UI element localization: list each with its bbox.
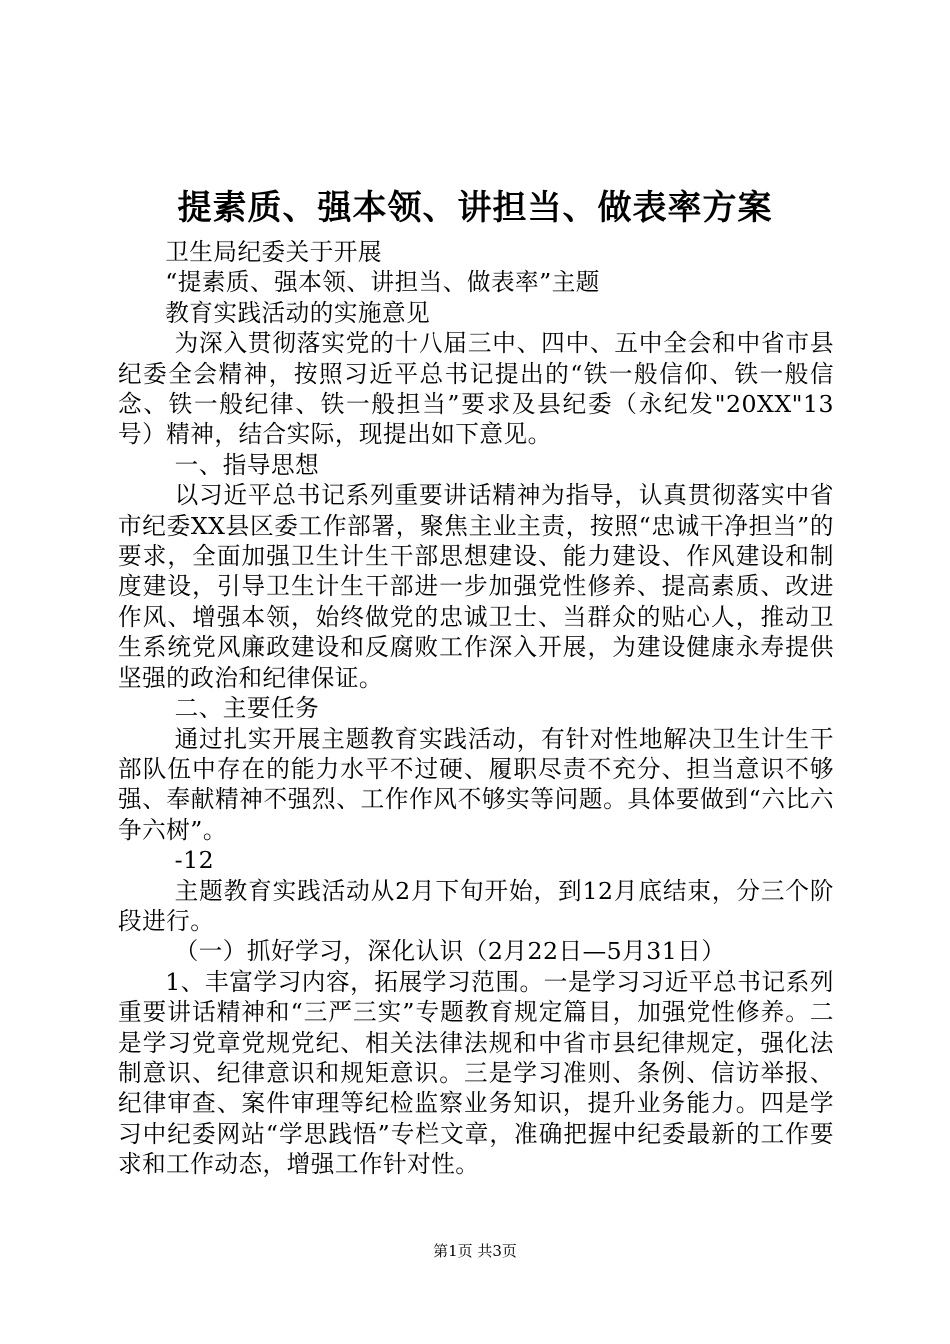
subtitle-line-3: 教育实践活动的实施意见 [165,298,431,327]
section-heading-main-tasks: 二、主要任务 [174,694,320,723]
stage-one-heading: （一）抓好学习，深化认识（2月22日—5月31日） [174,937,726,966]
schedule-paragraph: 主题教育实践活动从2月下旬开始，到12月底结束，分三个阶段进行。 [118,876,834,935]
document-title: 提素质、强本领、讲担当、做表率方案 [177,188,773,228]
subtitle-line-2: “提素质、强本领、讲担当、做表率”主题 [165,268,600,297]
main-tasks-paragraph: 通过扎实开展主题教育实践活动，有针对性地解决卫生计生干部队伍中存在的能力水平不过硬、履职尽责不充分、担当意识不够强、奉献精神不强烈、工作作风不够实等问题。具体要做到“六比六争六树”。 [118,724,834,844]
page-number-footer: 第1页 共3页 [433,1242,517,1260]
section-heading-guiding-ideology: 一、指导思想 [174,450,320,479]
stray-number-line: -12 [174,846,215,875]
study-content-paragraph: 1、丰富学习内容，拓展学习范围。一是学习习近平总书记系列重要讲话精神和“三严三实”专题教育规定篇目，加强党性修养。二是学习党章党规党纪、相关法律法规和中省市县纪律规定，强化法制意识、纪律意识和规矩意识。三是学习准则、条例、信访举报、纪律审查、案件审理等纪检监察业务知识，提升业务能力。四是学习中纪委网站“学思践悟”专栏文章，准确把握中纪委最新的工作要求和工作动态，增强工作针对性。 [118,967,834,1179]
guiding-ideology-paragraph: 以习近平总书记系列重要讲话精神为指导，认真贯彻落实中省市纪委XX县区委工作部署，聚焦主业主责，按照“忠诚干净担当”的要求，全面加强卫生计生干部思想建设、能力建设、作风建设和制度建设，引导卫生计生干部进一步加强党性修养、提高素质、改进作风、增强本领，始终做党的忠诚卫士、当群众的贴心人，推动卫生系统党风廉政建设和反腐败工作深入开展，为建设健康永寿提供坚强的政治和纪律保证。 [118,481,834,692]
document-body [118,237,834,1180]
subtitle-line-1: 卫生局纪委关于开展 [165,238,383,266]
intro-paragraph: 为深入贯彻落实党的十八届三中、四中、五中全会和中省市县纪委全会精神，按照习近平总书记提出的“铁一般信仰、铁一般信念、铁一般纪律、铁一般担当”要求及县纪委（永纪发"20XX"13号）精神，结合实际，现提出如下意见。 [118,329,834,449]
